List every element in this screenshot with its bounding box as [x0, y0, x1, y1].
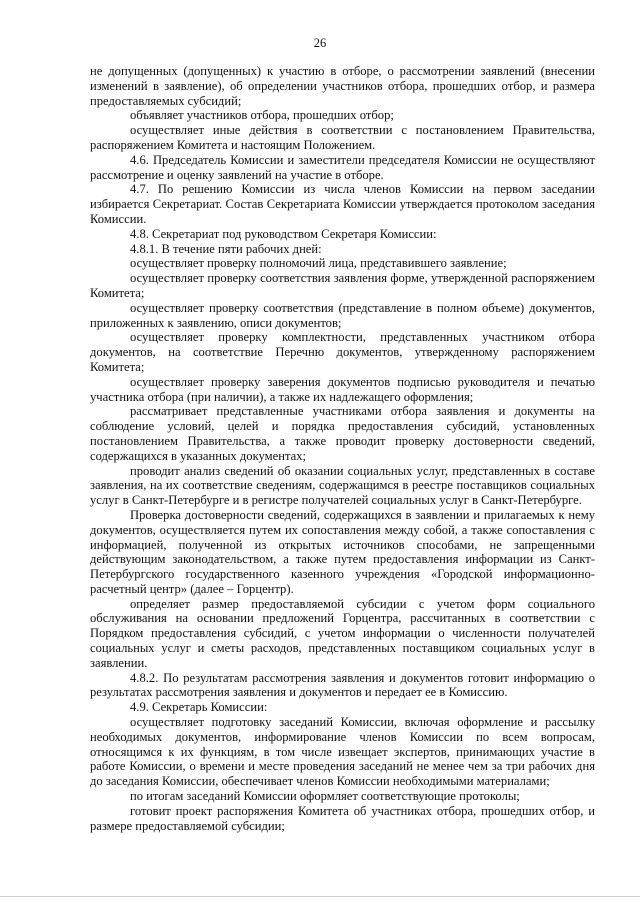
page-number: 26 — [313, 36, 327, 50]
paragraph: не допущенных (допущенных) к участию в отборе, о рассмотрении заявлений (внесении изменений в заявление), об определении участников отбора, прошедших отбор, и размера предоставляемых субсидий; — [90, 64, 595, 108]
paragraph: осуществляет проверку соответствия (представление в полном объеме) документов, приложенных к заявлению, описи документов; — [90, 300, 595, 330]
paragraph: осуществляет иные действия в соответствии с постановлением Правительства, распоряжением Комитета и настоящим Положением. — [90, 123, 595, 152]
paragraph: 4.6. Председатель Комиссии и заместители председателя Комиссии не осуществляют рассмотрение и оценку заявлений на участие в отборе. — [90, 152, 595, 182]
paragraph: 4.7. По решению Комиссии из числа членов Комиссии на первом заседании избирается Секретариат. Состав Секретариата Комиссии утверждается протоколом заседания Комиссии. — [90, 182, 595, 226]
paragraph: готовит проект распоряжения Комитета об участниках отбора, прошедших отбор, и размере предоставляемой субсидии; — [90, 803, 595, 833]
paragraph: рассматривает представленные участниками отбора заявления и документы на соблюдение условий, целей и порядка предоставления субсидий, установленных постановлением Правительства, а также проводит проверку достоверности сведений, содержащихся в указанных документах; — [90, 404, 595, 463]
paragraph: объявляет участников отбора, прошедших отбор; — [130, 108, 394, 123]
paragraph: 4.8. Секретариат под руководством Секретаря Комиссии: — [130, 226, 437, 241]
paragraph: Проверка достоверности сведений, содержащихся в заявлении и прилагаемых к нему документов, осуществляется путем их сопоставления между собой, а также сопоставления с информацией, полученной из открытых источников способами, не запрещенными действующим законодательством, а также путем предоставления информации из Санкт-Петербургского государственного казенного учреждения «Городской информационно-расчетный центр» (далее – Горцентр). — [90, 507, 595, 596]
document-body — [90, 64, 595, 833]
paragraph: осуществляет подготовку заседаний Комиссии, включая оформление и рассылку необходимых документов, информирование членов Комиссии по всем вопросам, относящимся к их функциям, в том числе извещает экспертов, принимающих участие в работе Комиссии, о времени и месте проведения заседаний не менее чем за три рабочих дня до заседания Комиссии, обеспечивает членов Комиссии необходимыми материалами; — [90, 715, 595, 789]
paragraph: по итогам заседаний Комиссии оформляет соответствующие протоколы; — [130, 789, 520, 804]
paragraph: определяет размер предоставляемой субсидии с учетом форм социального обслуживания на основании предложений Горцентра, рассчитанных в соответствии с Порядком предоставления субсидий, с учетом информации о численности получателей социальных услуг и сметы расходов, представленных поставщиком социальных услуг в заявлении. — [90, 596, 595, 670]
paragraph: осуществляет проверку комплектности, представленных участником отбора документов, на соответствие Перечню документов, утвержденному распоряжением Комитета; — [90, 330, 595, 374]
scan-edge-divider — [0, 896, 640, 897]
paragraph: 4.9. Секретарь Комиссии: — [130, 700, 268, 715]
paragraph: осуществляет проверку полномочий лица, представившего заявление; — [130, 256, 507, 271]
paragraph: проводит анализ сведений об оказании социальных услуг, представленных в составе заявления, на их соответствие сведениям, содержащимся в реестре поставщиков социальных услуг в Санкт-Петербурге и в регистре получателей социальных услуг в Санкт-Петербурге. — [90, 463, 595, 508]
paragraph: осуществляет проверку заверения документов подписью руководителя и печатью участника отбора (при наличии), а также их надлежащего оформления; — [90, 374, 595, 404]
paragraph: 4.8.2. По результатам рассмотрения заявления и документов готовит информацию о результатах рассмотрения заявления и документов и передает ее в Комиссию. — [90, 670, 595, 700]
paragraph: 4.8.1. В течение пяти рабочих дней: — [130, 241, 322, 256]
paragraph: осуществляет проверку соответствия заявления форме, утвержденной распоряжением Комитета; — [90, 271, 595, 300]
